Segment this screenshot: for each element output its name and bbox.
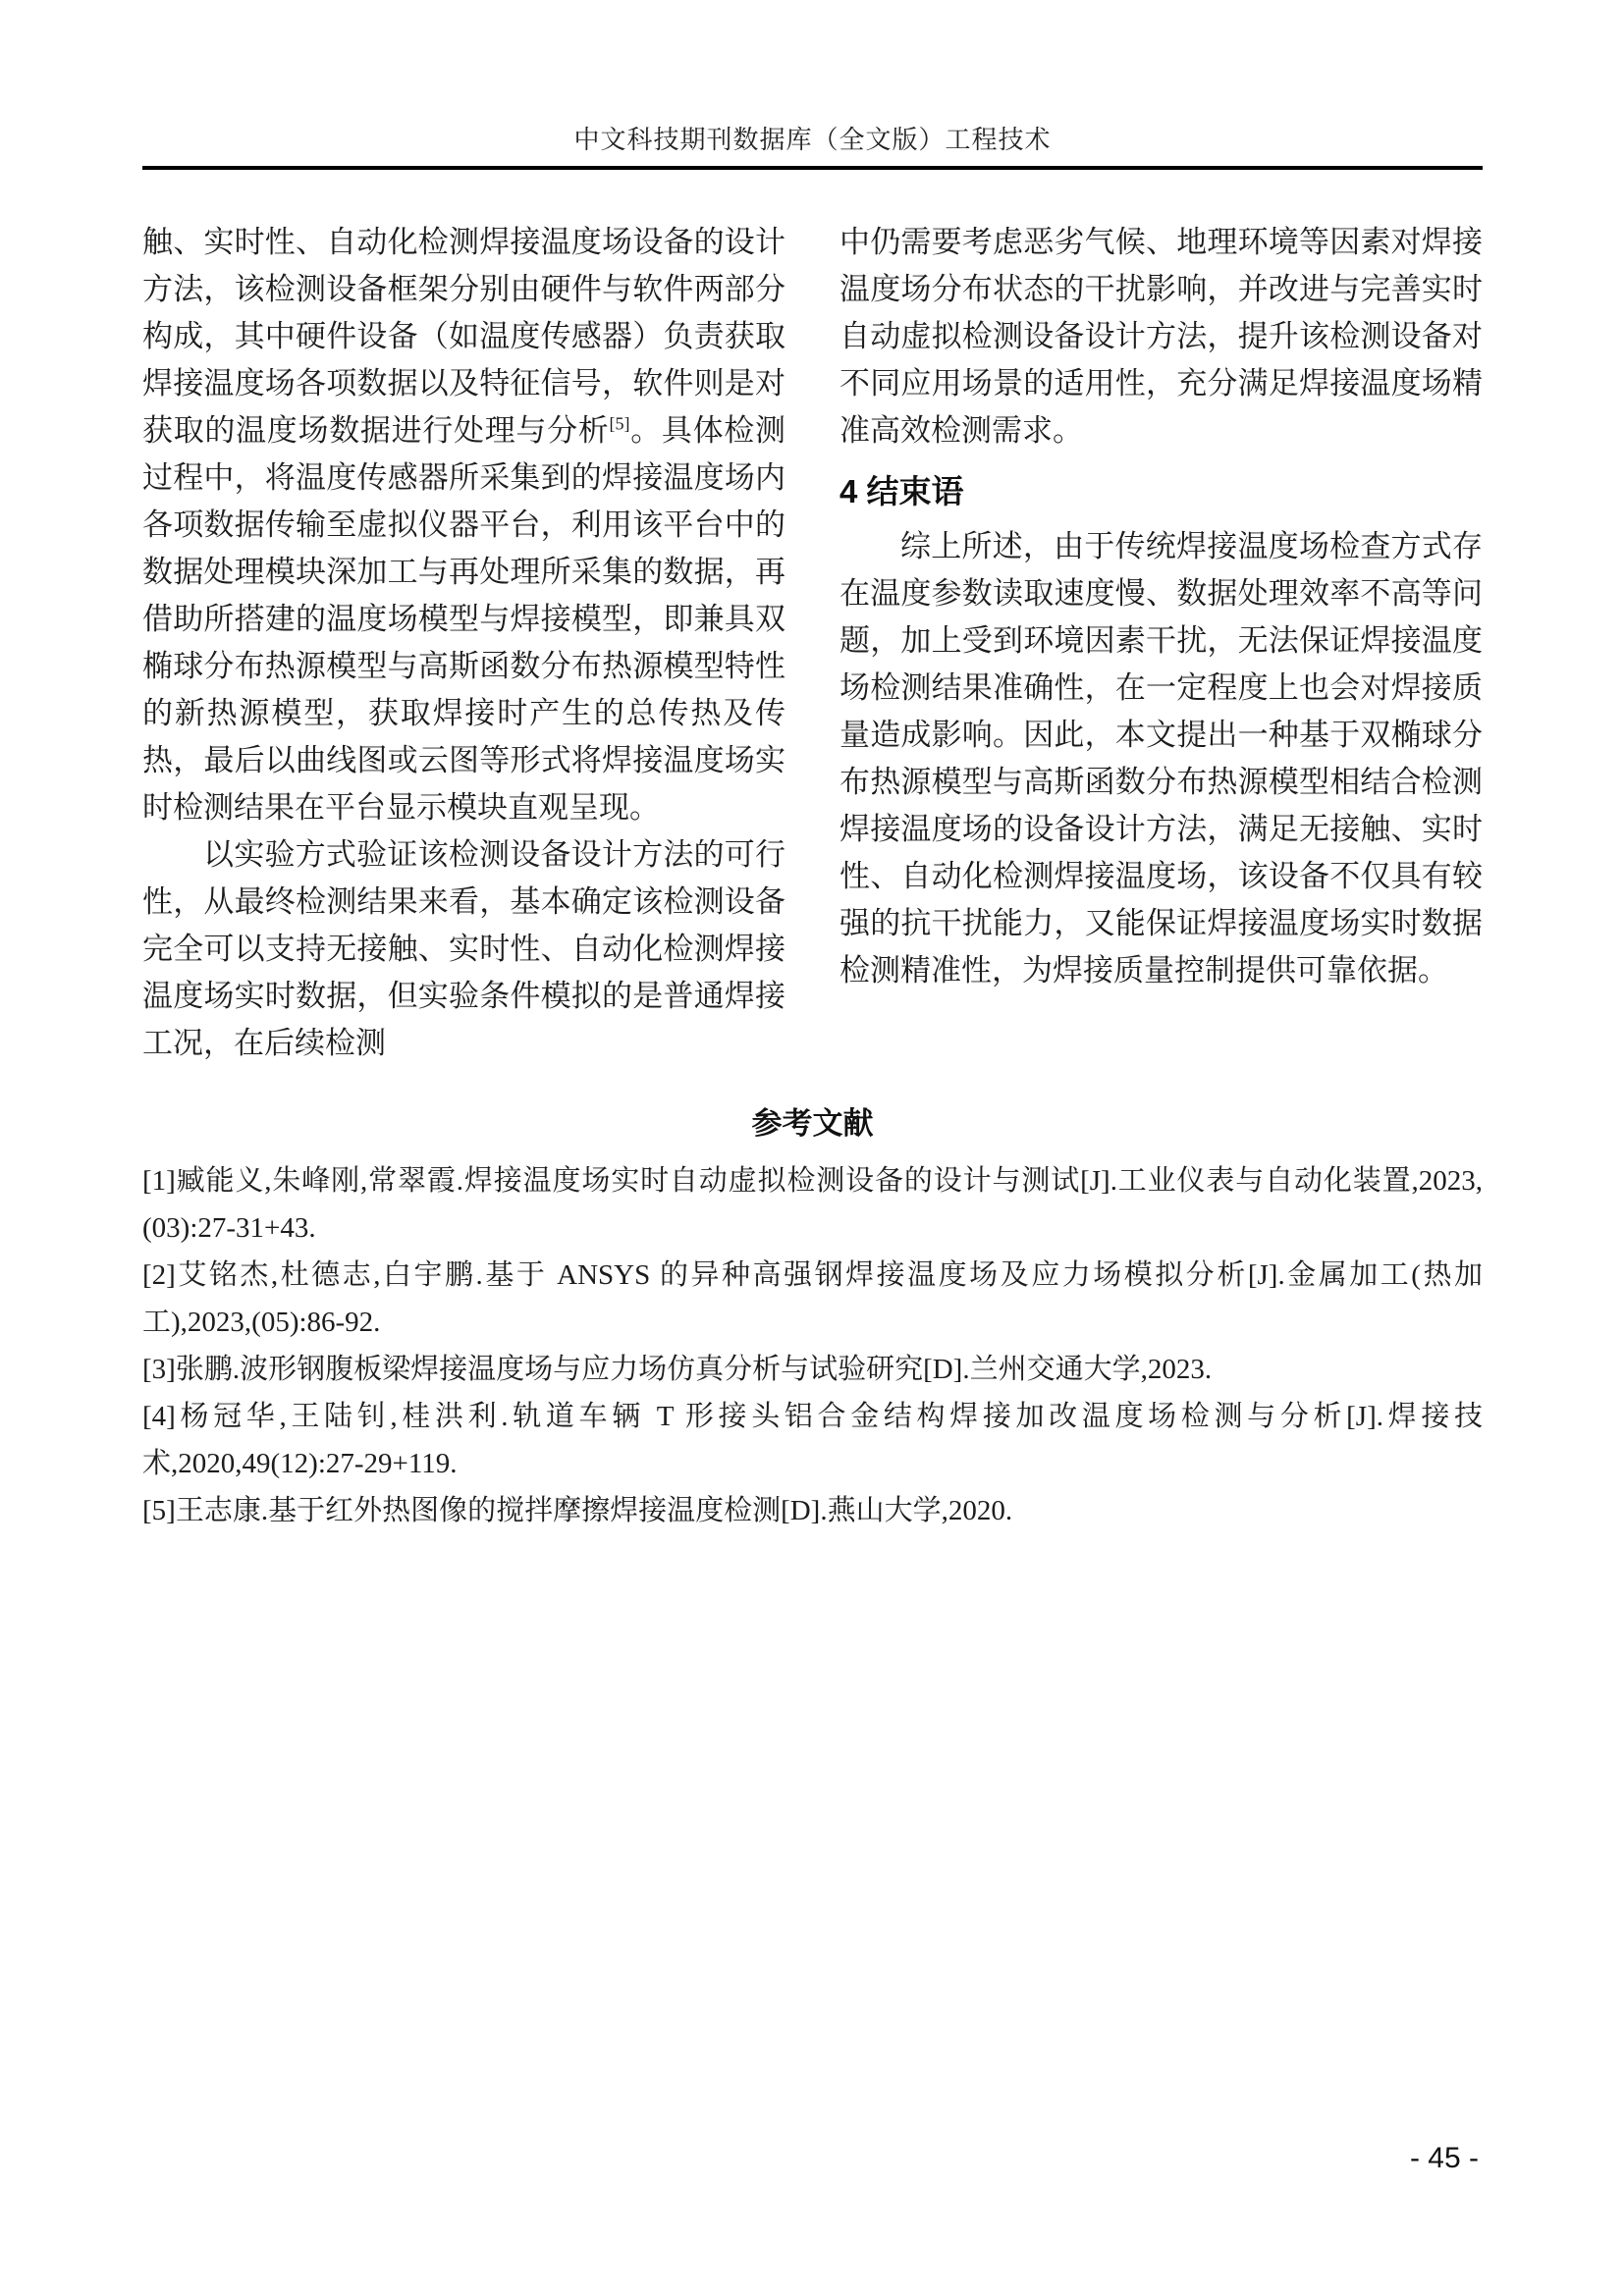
page-content [142,0,1483,1534]
running-head: 中文科技期刊数据库（全文版）工程技术 [573,126,1052,154]
body-paragraph [142,219,785,831]
reference-entry: [2]艾铭杰,杜德志,白宇鹏.基于 ANSYS 的异种高强钢焊接温度场及应力场模拟分析[J].金属加工(热加工),2023,(05):86-92. [142,1259,1483,1338]
reference-entry: [3]张鹏.波形钢腹板梁焊接温度场与应力场仿真分析与试验研究[D].兰州交通大学,2023. [142,1354,1213,1385]
left-column [142,219,785,1067]
section-heading-conclusion: 4 结束语 [839,473,964,509]
references-heading: 参考文献 [751,1106,874,1141]
reference-entry: [5]王志康.基于红外热图像的搅拌摩擦焊接温度检测[D].燕山大学,2020. [142,1495,1013,1526]
references-section [142,1104,1483,1534]
paragraph-text: 。具体检测过程中，将温度传感器所采集到的焊接温度场内各项数据传输至虚拟仪器平台，利用该平台中的数据处理模块深加工与再处理所采集的数据，再借助所搭建的温度场模型与焊接模型，即兼具双椭球分布热源模型与高斯函数分布热源模型特性的新热源模型，获取焊接时产生的总传热及传热，最后以曲线图或云图等形式将焊接温度场实时检测结果在平台显示模块直观呈现。 [142,413,785,825]
reference-entry: [4]杨冠华,王陆钊,桂洪利.轨道车辆 T 形接头铝合金结构焊接加改温度场检测与分析[J].焊接技术,2020,49(12):27-29+119. [142,1401,1483,1479]
two-column-body [142,219,1483,1067]
reference-list [142,1157,1483,1534]
paragraph-text: 触、实时性、自动化检测焊接温度场设备的设计方法，该检测设备框架分别由硬件与软件两部分构成，其中硬件设备（如温度传感器）负责获取焊接温度场各项数据以及特征信号，软件则是对获取的温度场数据进行处理与分析 [142,225,785,448]
right-column [839,219,1483,1067]
body-paragraph: 中仍需要考虑恶劣气候、地理环境等因素对焊接温度场分布状态的干扰影响，并改进与完善实时自动虚拟检测设备设计方法，提升该检测设备对不同应用场景的适用性，充分满足焊接温度场精准高效检测需求。 [839,225,1483,448]
reference-entry: [1]臧能义,朱峰刚,常翠霞.焊接温度场实时自动虚拟检测设备的设计与测试[J].工业仪表与自动化装置,2023,(03):27-31+43. [142,1165,1483,1244]
citation-marker: [5] [609,413,630,434]
header-rule [142,166,1483,170]
body-paragraph: 综上所述，由于传统焊接温度场检查方式存在温度参数读取速度慢、数据处理效率不高等问题，加上受到环境因素干扰，无法保证焊接温度场检测结果准确性，在一定程度上也会对焊接质量造成影响。因此，本文提出一种基于双椭球分布热源模型与高斯函数分布热源模型相结合检测焊接温度场的设备设计方法，满足无接触、实时性、自动化检测焊接温度场，该设备不仅具有较强的抗干扰能力，又能保证焊接温度场实时数据检测精准性，为焊接质量控制提供可靠依据。 [839,529,1483,988]
body-paragraph: 以实验方式验证该检测设备设计方法的可行性，从最终检测结果来看，基本确定该检测设备完全可以支持无接触、实时性、自动化检测焊接温度场实时数据，但实验条件模拟的是普通焊接工况，在后续检测 [142,837,785,1060]
page-number: - 45 - [1409,2142,1479,2174]
